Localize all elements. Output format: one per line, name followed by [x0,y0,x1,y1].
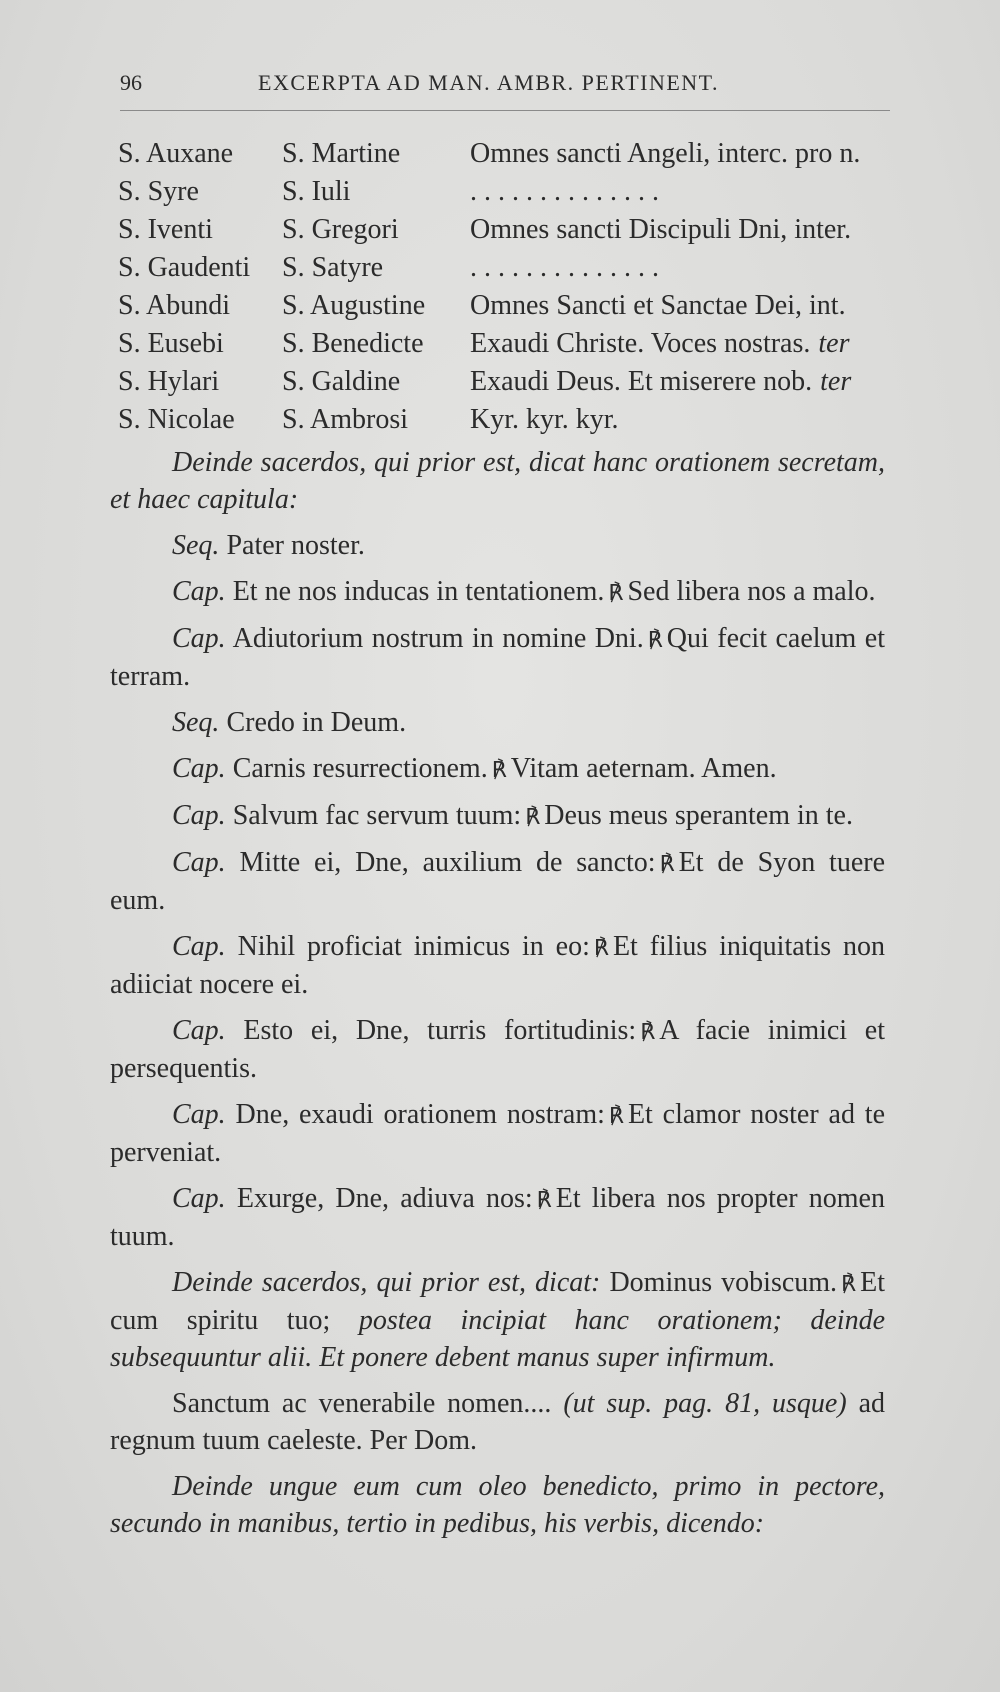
capitulum-2: Cap. Adiutorium nostrum in nomine Dni. ℟ Qui fecit caelum et terram. [110,623,885,692]
litany-saint: S. Hylari [118,366,220,397]
litany-row [118,366,898,404]
litany-response: Exaudi Christe. Voces nostras. ter [470,328,850,359]
capitulum-8: Cap. Dne, exaudi orationem nostram: ℟ Et clamor noster ad te perveniat. [110,1099,886,1168]
litany-response: Omnes Sancti et Sanctae Dei, int. [470,290,846,321]
capitulum-9: Cap. Exurge, Dne, adiuva nos: ℟ Et libera nos propter nomen tuum. [110,1183,885,1252]
litany-saint: S. Syre [118,176,199,207]
litany-saint: S. Eusebi [118,328,224,359]
litany-row [118,252,898,290]
litany-saint: S. Auxane [118,138,234,169]
capitulum-4: Cap. Salvum fac servum tuum: ℟ Deus meus sperantem in te. [172,800,853,831]
litany-saint: S. Nicolae [118,404,235,435]
litany-saint: S. Gaudenti [118,252,251,283]
capitulum-7: Cap. Esto ei, Dne, turris fortitudinis: ℟ A facie inimici et persequentis. [110,1015,886,1084]
litany-saint: S. Iuli [282,176,351,207]
capitulum-3: Cap. Carnis resurrectionem. ℟ Vitam aeternam. Amen. [172,753,777,784]
litany-response: Kyr. kyr. kyr. [470,404,619,435]
rubric-paragraph: Deinde sacerdos, qui prior est, dicat hanc orationem secretam, et haec capitula: [110,447,885,515]
litany-row [118,214,898,252]
oration-paragraph: Sanctum ac venerabile nomen.... (ut sup. pag. 81, usque) ad regnum tuum caeleste. Per Dom. [110,1388,886,1456]
litany-row [118,290,898,328]
litany-row [118,176,898,214]
body-text [110,444,885,1551]
litany-response: . . . . . . . . . . . . . . [470,176,659,207]
litany-row [118,328,898,366]
page-header [120,70,890,111]
running-head: EXCERPTA AD MAN. AMBR. PERTINENT. [258,70,719,95]
litany-saint: S. Satyre [282,252,384,283]
litany-saint: S. Augustine [282,290,426,321]
capitulum-1: Cap. Et ne nos inducas in tentationem. ℟ Sed libera nos a malo. [172,576,876,607]
litany-saint: S. Gregori [282,214,399,245]
litany-saint: S. Martine [282,138,401,169]
litany-saint: S. Ambrosi [282,404,409,435]
capitulum-5: Cap. Mitte ei, Dne, auxilium de sancto: ℟ Et de Syon tuere eum. [110,847,885,916]
page-number: 96 [120,70,142,95]
litany-table [118,138,898,442]
litany-row [118,138,898,176]
sequence-credo: Seq. Credo in Deum. [172,707,407,738]
litany-saint: S. Iventi [118,214,213,245]
capitulum-6: Cap. Nihil proficiat inimicus in eo: ℟ Et filius iniquitatis non adiiciat nocere ei. [110,931,885,1000]
litany-saint: S. Abundi [118,290,231,321]
litany-response: . . . . . . . . . . . . . . [470,252,659,283]
rubric-anointing: Deinde ungue eum cum oleo benedicto, primo in pectore, secundo in manibus, tertio in pedibus, his verbis, dicendo: [110,1471,885,1539]
repeat-mark: ter [820,366,852,397]
litany-row [118,404,898,442]
rubric-dominus-vobiscum: Deinde sacerdos, qui prior est, dicat: Dominus vobiscum. ℟ Et cum spiritu tuo; postea incipiat hanc orationem; deinde subsequuntur alii. Et ponere debent manus super infirmum. [110,1267,886,1373]
litany-response: Omnes sancti Discipuli Dni, inter. [470,214,852,245]
litany-saint: S. Benedicte [282,328,424,359]
litany-saint: S. Galdine [282,366,401,397]
litany-response: Omnes sancti Angeli, interc. pro n. [470,138,861,169]
sequence-pater: Seq. Pater noster. [172,530,365,561]
repeat-mark: ter [818,328,850,359]
litany-response: Exaudi Deus. Et miserere nob. ter [470,366,852,397]
